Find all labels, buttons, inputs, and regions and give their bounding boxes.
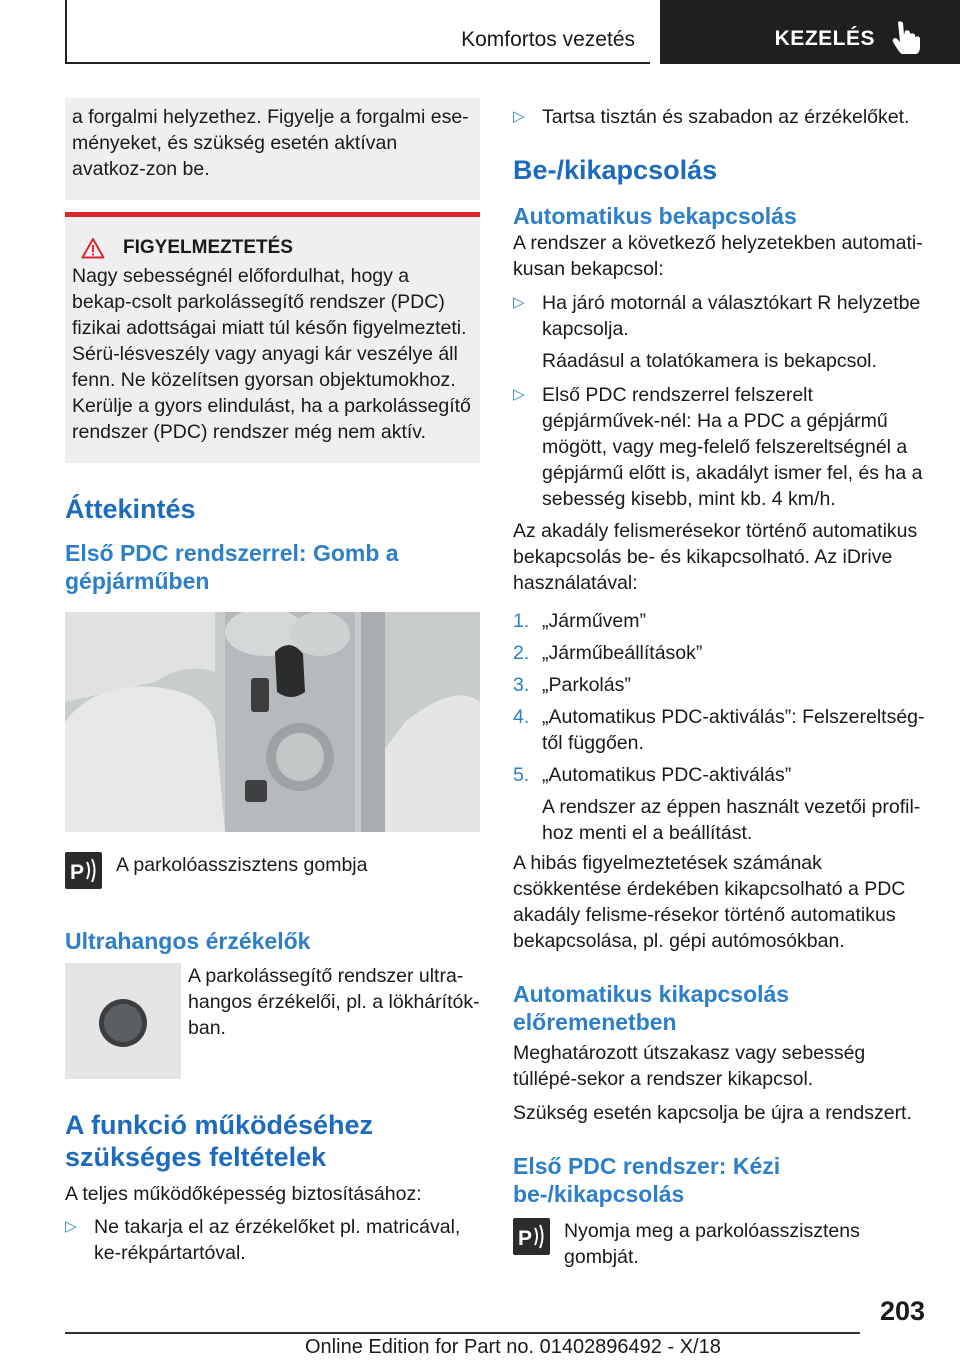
list-item: ▷ Első PDC rendszerrel felszerelt gépjárművek-nél: Ha a PDC a gépjármű mögött, vagy meg-felelő felszereltségnél a gépjármű előtt is, akadályt ismer fel, és ha a sebesség kisebb, mint kb. 4 km/h. [513, 384, 923, 510]
note-box [65, 98, 480, 200]
parking-assistant-button-icon [65, 852, 102, 889]
pointing-hand-icon [892, 20, 922, 54]
heading-auto-bekapcsolas: Automatikus bekapcsolás [513, 203, 797, 229]
parking-assistant-button-icon [513, 1218, 550, 1255]
false-warning-text: A hibás figyelmeztetések számának csökkentése érdekében kikapcsolható a PDC akadály felisme-résekor történő automatikus bekapcsolása, pl. gépi autómosókban. [513, 852, 906, 952]
list-item: ▷ Ne takarja el az érzékelőket pl. matricával, ke-rékpártartóval. [65, 1216, 461, 1264]
warning-triangle-icon [81, 237, 105, 259]
svg-text:P: P [70, 861, 85, 884]
center-console-photo [65, 612, 480, 832]
header-chapter-label: KEZELÉS [774, 27, 875, 50]
step-item: 2. „Járműbeállítások” [513, 642, 703, 664]
step-item: 1. „Járművem” [513, 610, 647, 632]
heading-be-kikapcsolas: Be-/kikapcsolás [513, 155, 718, 185]
top-list [513, 104, 925, 130]
warning-title [72, 237, 472, 259]
feltetelek-intro: A teljes működőképesség biztosításához: [65, 1183, 422, 1205]
auto-ki-text-2: Szükség esetén kapcsolja be újra a rendszert. [513, 1102, 912, 1124]
kezi-row [513, 1218, 925, 1270]
heading-auto-kikapcsolas: Automatikus kikapcsolás előremenetben [513, 981, 790, 1035]
header-bottom-rule [65, 62, 650, 64]
header-chapter-tab [660, 0, 960, 64]
warning-text: Nagy sebességnél előfordulhat, hogy a bekap-csolt parkolássegítő rendszer (PDC) fizikai adottságai miatt túl későn figyelmezteti. Sérü-lésveszély vagy anyagi kár veszélye áll fenn. Ne közelítsen gyorsan objektumokhoz. Kerülje a gyors elindulást, ha a parkolássegítő rendszer (PDC) rendszer még nem aktív. [72, 265, 471, 443]
heading-ultrahang: Ultrahangos érzékelők [65, 928, 311, 954]
warning-title-text: FIGYELMEZTETÉS [123, 237, 293, 258]
sensor-block [65, 963, 480, 1079]
header-left-rule [65, 0, 67, 64]
kezi-text: Nyomja meg a parkolóasszisztens gombját. [564, 1220, 860, 1268]
center-console-illustration [65, 612, 480, 832]
right-column [513, 98, 925, 1270]
page-number: 203 [879, 1296, 925, 1326]
ultrasonic-sensor-photo [65, 963, 181, 1079]
heading-elso-pdc-gomb: Első PDC rendszerrel: Gomb a gépjárműben [65, 540, 399, 594]
note-text: a forgalmi helyzethez. Figyelje a forgalmi ese-ményeket, és szükség esetén aktívan avatkoz-zon be. [72, 106, 469, 180]
list-item: ▷ Tartsa tisztán és szabadon az érzékelőket. [513, 106, 910, 128]
step-item: 5. „Automatikus PDC-aktiválás” A rendszer az éppen használt vezetői profil-hoz menti el a beállítást. [513, 762, 925, 846]
triangle-bullet-icon: ▷ [513, 108, 525, 125]
footer-edition: Online Edition for Part no. 01402896492 - X/18 [305, 1336, 721, 1358]
left-column [65, 98, 480, 1266]
footer-rule [65, 1332, 860, 1334]
step-item: 3. „Parkolás” [513, 674, 631, 696]
header-section-title: Komfortos vezetés [461, 28, 635, 51]
button-caption-row [65, 852, 480, 889]
svg-text:P: P [518, 1227, 533, 1250]
heading-kezi: Első PDC rendszer: Kézi be-/kikapcsolás [513, 1153, 781, 1207]
triangle-bullet-icon: ▷ [513, 386, 525, 403]
heading-feltetelek: A funkció működéséhez szükséges feltételek [65, 1110, 374, 1172]
button-caption: A parkolóasszisztens gombja [116, 854, 368, 876]
triangle-bullet-icon: ▷ [513, 294, 525, 311]
warning-box [65, 212, 480, 463]
heading-attekintes: Áttekintés [65, 494, 196, 524]
auto-be-after: Az akadály felismerésekor történő automatikus bekapcsolás be- és kikapcsolható. Az iDrive használatával: [513, 520, 918, 594]
triangle-bullet-icon: ▷ [65, 1218, 77, 1235]
step-item: 4. „Automatikus PDC-aktiválás”: Felszereltség-től függően. [513, 706, 925, 754]
sensor-text: A parkolássegítő rendszer ultra-hangos érzékelői, pl. a lökhárítók-ban. [188, 965, 480, 1039]
feltetelek-list [65, 1214, 480, 1266]
idrive-steps [513, 608, 925, 846]
list-item-extra: Ráadásul a tolatókamera is bekapcsol. [542, 350, 877, 372]
step-extra: A rendszer az éppen használt vezetői profil-hoz menti el a beállítást. [542, 796, 921, 844]
list-item: ▷ Ha járó motornál a választókart R helyzetbe kapcsolja. Ráadásul a tolatókamera is bekapcsol. [513, 290, 925, 374]
auto-be-list [513, 290, 925, 512]
auto-ki-text: Meghatározott útszakasz vagy sebesség túllépé-sekor a rendszer kikapcsol. [513, 1042, 866, 1090]
auto-be-intro: A rendszer a következő helyzetekben automati-kusan bekapcsol: [513, 232, 923, 280]
